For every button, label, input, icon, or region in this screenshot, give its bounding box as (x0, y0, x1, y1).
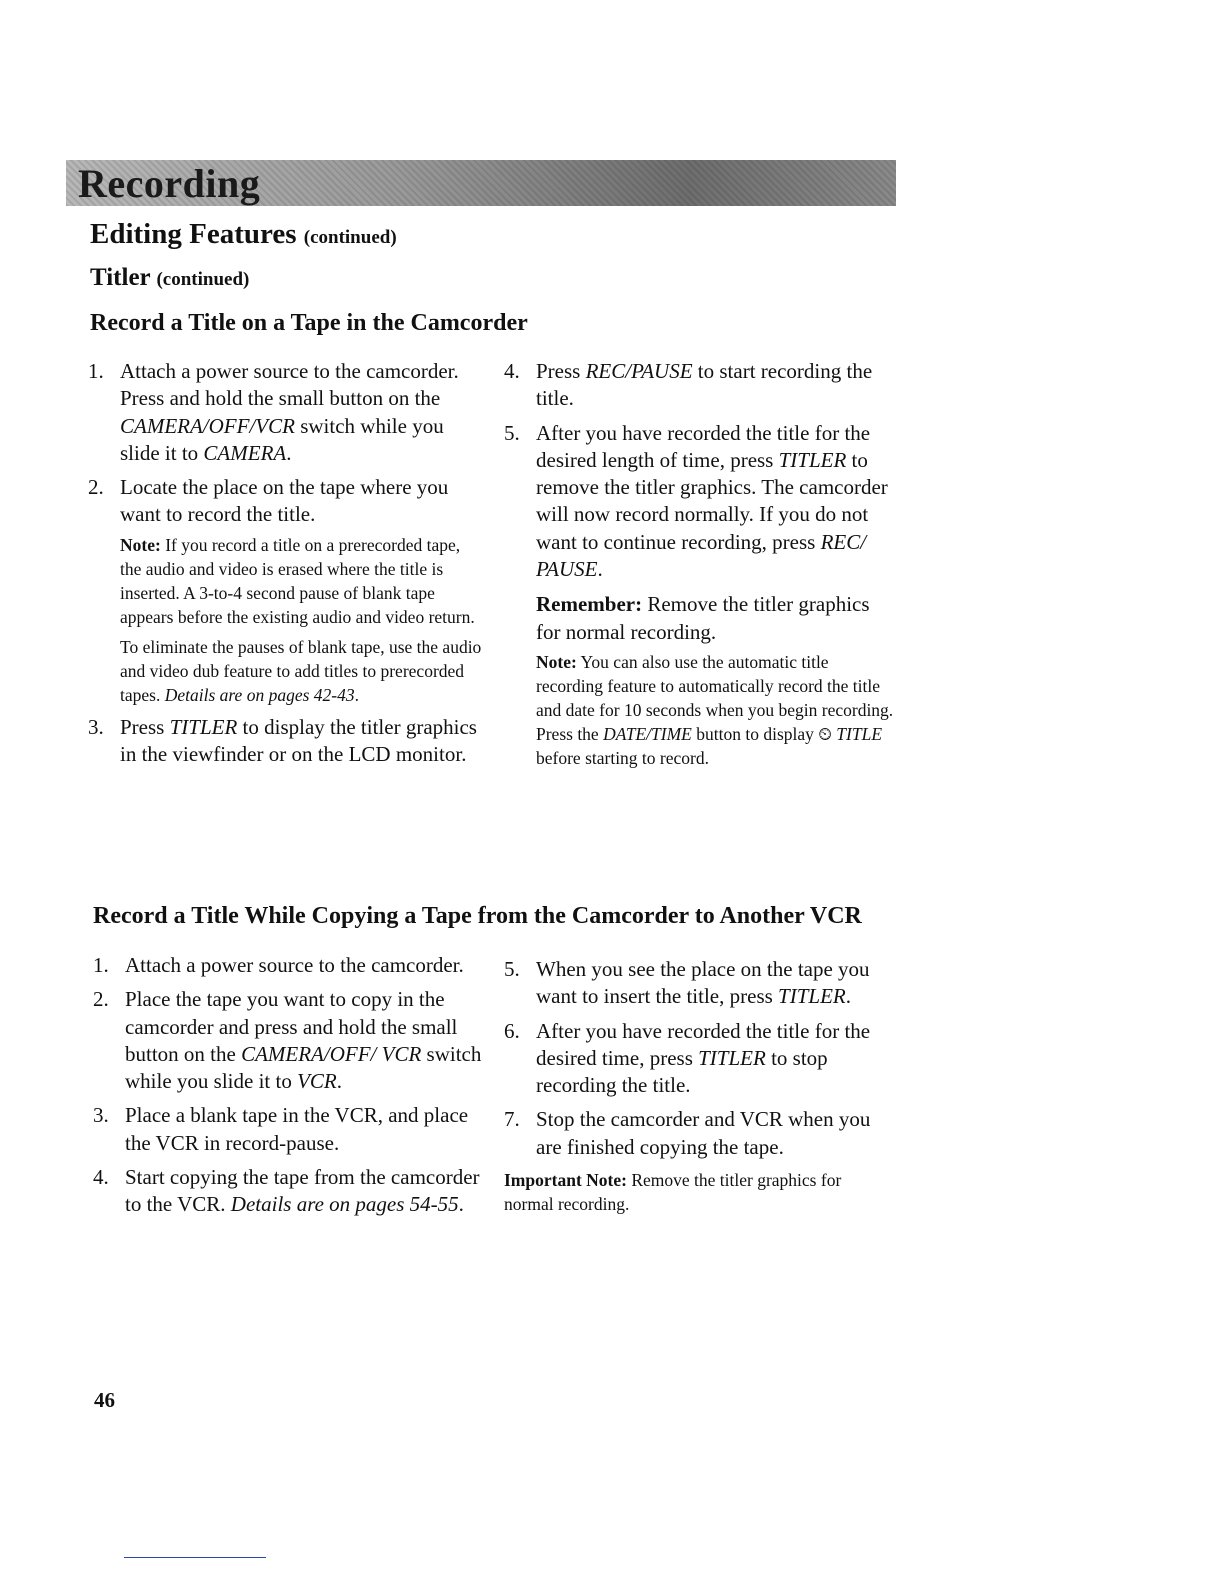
heading-main: Editing Features (90, 218, 297, 250)
list-item: 7. Stop the camcorder and VCR when you are finished copying the tape. (504, 1107, 871, 1159)
page-heading (90, 218, 397, 251)
list-item: 1. Attach a power source to the camcorder. (93, 953, 464, 977)
list-item: 3. Press TITLER to display the titler graphics in the viewfinder or on the LCD monitor. (88, 714, 477, 767)
list-item: 5. After you have recorded the title for the desired length of time, press TITLER to remove the titler graphics. The camcorder will now record normally. If you do not want to continue recording, press REC/ PAUSE. Remember: Remove the titler graphics for normal recording. Note: You can also use the automatic title recording feature to automatically record the title and date for 10 seconds when you begin recording. Press the DATE/TIME button to display ⏲ TITLE before starting to record. (504, 420, 894, 768)
section2-right-column (504, 956, 894, 1222)
list-item: 5. When you see the place on the tape you want to insert the title, press TITLER. (504, 957, 870, 1009)
page-number: 46 (94, 1388, 115, 1412)
note-eliminate-pauses: To eliminate the pauses of blank tape, use the audio and video dub feature to add titles to prerecorded tapes. Details are on pages 42-43. (120, 636, 482, 705)
banner-title: Recording (78, 161, 261, 206)
list-item: 2. Locate the place on the tape where you want to record the title. Note: If you record a title on a prerecorded tape, the audio and video is erased where the title is inserted. A 3-to-4 second pause of blank tape appears before the existing audio and video return. To eliminate the pauses of blank tape, use the audio and video dub feature to add titles to prerecorded tapes. Details are on pages 42-43. (88, 475, 482, 705)
list-item: 6. After you have recorded the title for the desired time, press TITLER to stop recording the title. (504, 1018, 871, 1098)
heading-sub-suffix: (continued) (156, 269, 250, 290)
note-auto-title: Note: You can also use the automatic title recording feature to automatically record the title and date for 10 seconds when you begin recording. Press the DATE/TIME button to display ⏲ TITLE before starting to record. (536, 651, 894, 768)
list-item: 4. Press REC/PAUSE to start recording the title. (504, 359, 873, 411)
section2-title: Record a Title While Copying a Tape from the Camcorder to Another VCR (93, 903, 862, 929)
list-item: 3. Place a blank tape in the VCR, and place the VCR in record-pause. (93, 1103, 469, 1155)
sub-heading (90, 264, 249, 292)
section1-right-column (504, 358, 894, 777)
section2-left-column (93, 952, 485, 1226)
important-note: Important Note: Remove the titler graphics for normal recording. (504, 1170, 842, 1215)
remember-note: Remember: Remove the titler graphics for normal recording. (536, 592, 870, 644)
section1-title: Record a Title on a Tape in the Camcorder (90, 310, 528, 336)
list-item: 1. Attach a power source to the camcorder. Press and hold the small button on the CAMERA/OFF/VCR switch while you slide it to CAMERA. (88, 359, 459, 465)
list-item: 4. Start copying the tape from the camcorder to the VCR. Details are on pages 54-55. (93, 1165, 480, 1217)
section-banner (66, 160, 896, 206)
clock-icon: ⏲ (818, 723, 832, 744)
list-item: 2. Place the tape you want to copy in the camcorder and press and hold the small button on the CAMERA/OFF/ VCR switch while you slide it to VCR. (93, 987, 482, 1094)
heading-sub: Titler (90, 264, 151, 291)
note-prerecorded: Note: If you record a title on a prerecorded tape, the audio and video is erased where the title is inserted. A 3-to-4 second pause of blank tape appears before the existing audio and video return. (120, 534, 475, 627)
footer-rule (124, 1557, 266, 1558)
section1-left-column (88, 358, 483, 775)
heading-main-suffix: (continued) (303, 227, 397, 248)
